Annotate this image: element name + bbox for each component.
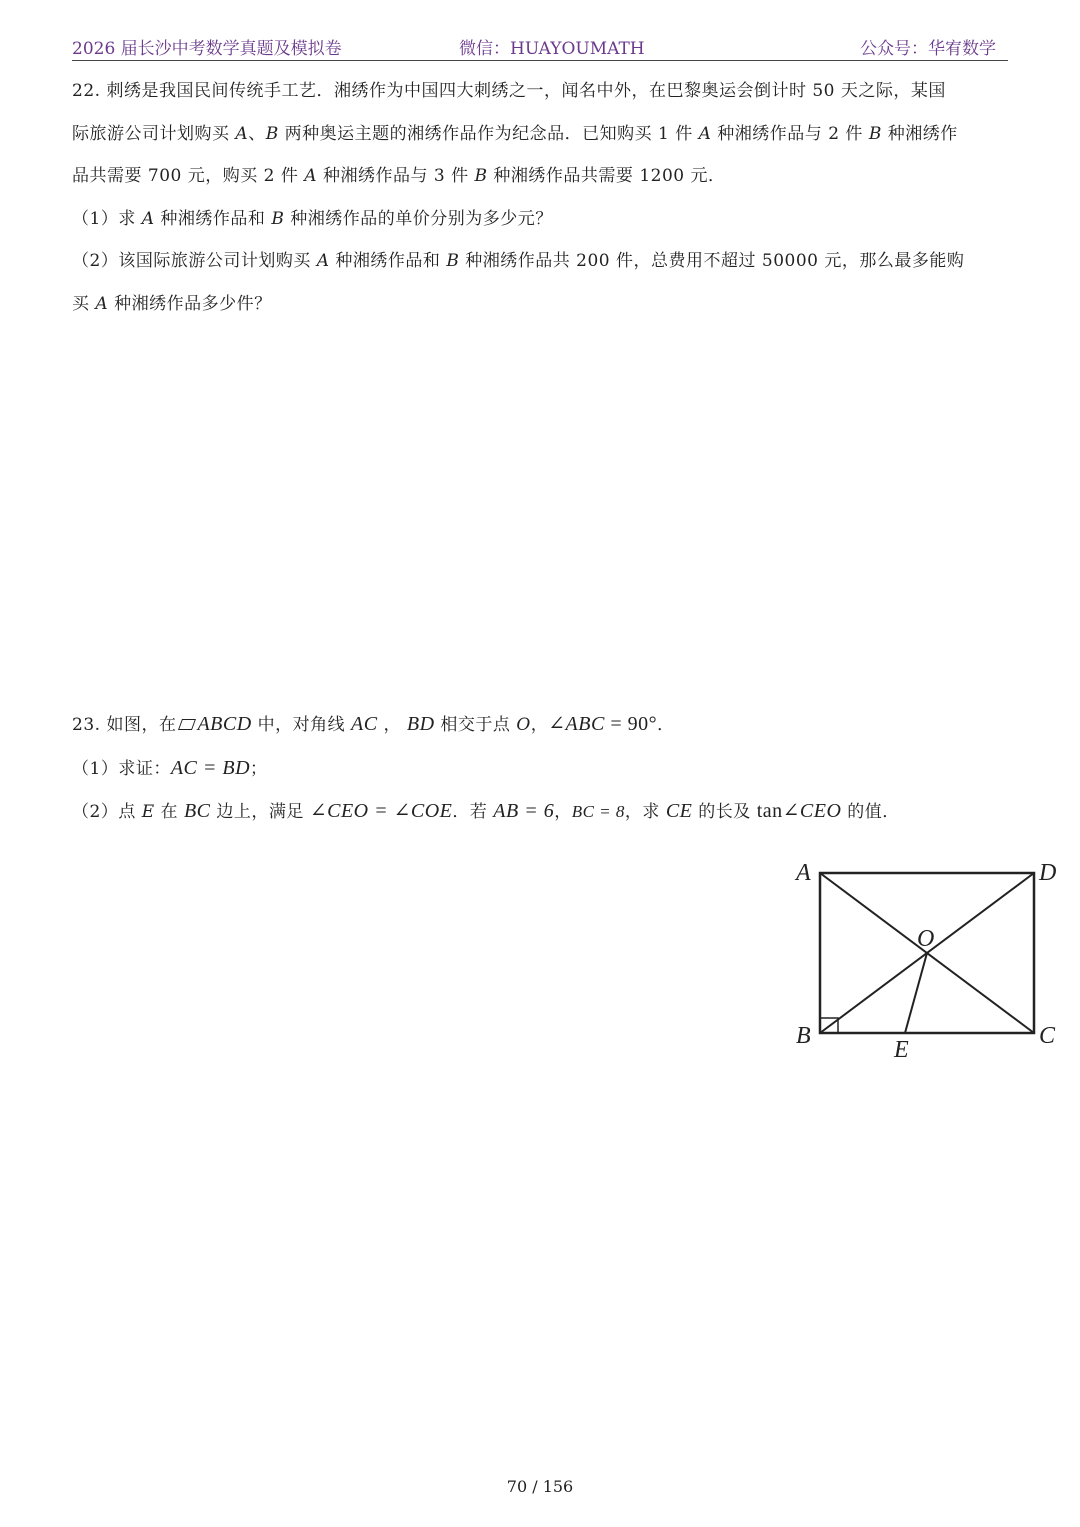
page-header — [72, 30, 1008, 61]
q22-line-2 — [72, 119, 958, 144]
label-e: E — [894, 1037, 909, 1063]
var-a: A — [141, 209, 155, 229]
point-e: E — [141, 802, 155, 822]
angle-ceo: ∠CEO — [782, 800, 842, 822]
q23-line-1 — [72, 710, 675, 736]
parallelogram-symbol — [178, 719, 196, 730]
q22-text: 际旅游公司计划购买 — [72, 124, 236, 144]
q22-text: 种湘绣作品和 — [329, 251, 447, 271]
q22-part-2-cont — [72, 289, 272, 314]
var-b: B — [868, 124, 882, 144]
q23-text: 边上，满足 — [210, 802, 310, 822]
header-wechat: 微信：HUAYOUMATH — [459, 39, 645, 59]
var-b: B — [474, 166, 488, 186]
point-o: O — [516, 715, 531, 735]
q22-part-2 — [72, 246, 964, 271]
var-b: B — [446, 251, 460, 271]
q22-text: 两种奥运主题的湘绣作品作为纪念品．已知购买 1 件 — [278, 124, 699, 144]
q23-part-2 — [72, 797, 900, 823]
q23-text: ．若 — [452, 802, 494, 822]
geometry-figure — [780, 850, 1070, 1070]
header-title: 2026 届长沙中考数学真题及模拟卷 — [72, 39, 342, 59]
label-d: D — [1039, 860, 1057, 886]
var-a: A — [95, 294, 109, 314]
q22-text: 品共需要 700 元，购买 2 件 — [72, 166, 305, 186]
var-b: B — [265, 124, 279, 144]
label-c: C — [1039, 1023, 1056, 1049]
shape-abcd: ABCD — [197, 713, 252, 735]
q23-part-1 — [72, 754, 268, 780]
label-b: B — [796, 1023, 811, 1049]
q23-text: ，求 — [624, 802, 666, 822]
q22-text: 种湘绣作 — [881, 124, 958, 144]
q23-text: ． — [657, 715, 675, 735]
q23-text: （1）求证： — [72, 759, 171, 779]
q23-text: ， — [554, 802, 572, 822]
label-a: A — [796, 860, 811, 886]
q23-text: 的长及 — [692, 802, 757, 822]
tan-function: tan — [756, 800, 783, 822]
var-a: A — [235, 124, 249, 144]
q22-text: （1）求 — [72, 209, 142, 229]
var-a: A — [304, 166, 318, 186]
q22-line-1 — [72, 76, 946, 101]
q22-text: 种湘绣作品与 3 件 — [317, 166, 475, 186]
segment-bd: BD — [406, 713, 435, 735]
segment-ce: CE — [665, 800, 693, 822]
equation-ab: AB = 6 — [493, 800, 555, 822]
q23-text: 23. 如图，在 — [72, 715, 177, 735]
equation-ac-bd: AC = BD — [170, 757, 251, 779]
q22-text: 种湘绣作品与 2 件 — [711, 124, 869, 144]
q22-text: （2）该国际旅游公司计划购买 — [72, 251, 317, 271]
equation-bc: BC = 8 — [571, 802, 625, 821]
q23-text: ， — [377, 715, 407, 735]
q22-text: 种湘绣作品多少件？ — [108, 294, 272, 314]
label-o: O — [917, 926, 935, 952]
angle-equation: ∠CEO = ∠COE — [309, 800, 453, 822]
q23-text: 的值． — [841, 802, 900, 822]
q22-text: 买 — [72, 294, 96, 314]
segment-ac: AC — [350, 713, 378, 735]
q23-text: 相交于点 — [434, 715, 517, 735]
q22-line-3 — [72, 161, 726, 186]
q22-text: 种湘绣作品共 200 件，总费用不超过 50000 元，那么最多能购 — [459, 251, 965, 271]
var-b: B — [271, 209, 285, 229]
q22-text: 种湘绣作品的单价分别为多少元？ — [284, 209, 553, 229]
q23-text: ； — [250, 759, 268, 779]
q23-text: （2）点 — [72, 802, 142, 822]
angle-abc: ∠ABC — [548, 713, 605, 735]
q23-text: 在 — [154, 802, 184, 822]
segment-oe — [905, 953, 927, 1033]
q22-text: 22. 刺绣是我国民间传统手工艺．湘绣作为中国四大刺绣之一，闻名中外，在巴黎奥运会倒计时 50 天之际，某国 — [72, 81, 946, 101]
q22-text: 种湘绣作品共需要 1200 元． — [487, 166, 726, 186]
var-a: A — [316, 251, 330, 271]
q22-part-1 — [72, 204, 553, 229]
q22-text: 种湘绣作品和 — [154, 209, 272, 229]
angle-value: = 90° — [604, 713, 658, 735]
header-account: 公众号：华宥数学 — [860, 39, 996, 59]
q22-text: 、 — [248, 124, 266, 144]
q23-text: 中，对角线 — [251, 715, 351, 735]
q23-text: ， — [530, 715, 549, 735]
segment-bc: BC — [183, 800, 211, 822]
page-number: 70 / 156 — [506, 1477, 574, 1496]
var-a: A — [698, 124, 712, 144]
